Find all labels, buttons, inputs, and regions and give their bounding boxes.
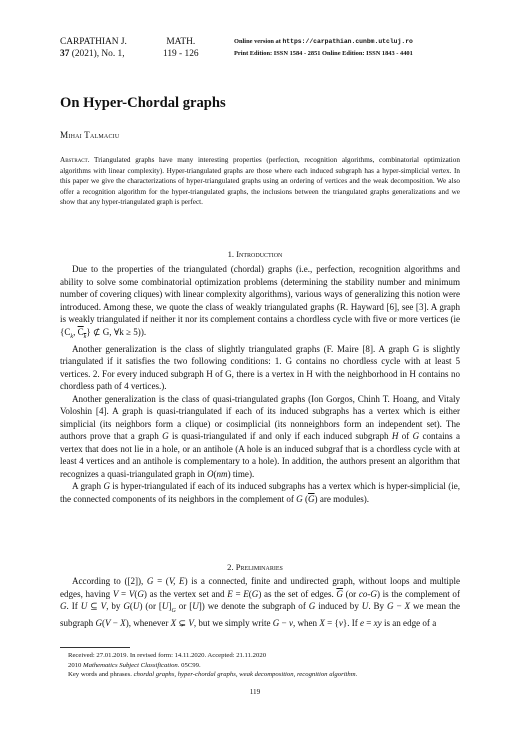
intro-p3-a: Another generalization is the class of quasi-triangulated graphs (Ion Gorgos, Chinh T. Hoang, and Vitaly Voloshin [4]. A graph is quasi-triangulated if each of its induced subgraphs has a vertex which is either simplicial (its neighbors form a clique) or cosimplicial (its nonneighbors form an independent set). The authors prove that a graph — [60, 393, 460, 442]
prelim-f: ) is the complement of — [376, 588, 460, 599]
prelim-i: (or — [142, 601, 159, 611]
prelim-k: ) we denote the subgraph of — [201, 601, 309, 611]
keywords — [68, 670, 460, 680]
abstract-label: Abstract. — [60, 156, 90, 164]
volume-rest: (2021), No. 1, — [69, 49, 125, 59]
volume-number: 37 — [60, 49, 70, 59]
paper-author: Mihai Talmaciu — [60, 130, 120, 140]
prelim-q: , when — [292, 618, 320, 629]
intro-p4-a: A graph — [72, 481, 104, 492]
prelim-r: . If — [347, 618, 361, 629]
prelim-e: (or — [342, 588, 359, 599]
prelim-j: or — [175, 601, 190, 611]
online-version — [234, 36, 413, 48]
prelim-o: , whenever — [128, 618, 171, 629]
prelim-s: is an edge of a — [381, 618, 437, 629]
intro-p3-e: time). — [230, 468, 255, 479]
intro-paragraph-4: A graph G is hyper-triangulated if each of its induced subgraphs has a vertex which is hyper-simplicial (ie, the connected components of its neighbors in the complement of G $(\overline{G})$ are modules). — [60, 481, 461, 504]
journal-editions — [234, 36, 413, 60]
msc-value: 05C99. — [179, 661, 201, 669]
intro-paragraph-2: Another generalization is the class of slightly triangulated graphs (F. Maire [8]. A graph G is slightly triangulated if it satisfies the two following conditions: 1. G contains no chordless cycle with at least 5 vertices. 2. For every induced subgraph H of G, there is a vertex in H with the neighborhood in H contains no chordless path of 4 vertices.). — [60, 343, 460, 392]
journal-subject — [163, 36, 199, 60]
intro-paragraph-3: Another generalization is the class of quasi-triangulated graphs (Ion Gorgos, Chinh T. Hoang, and Vitaly Voloshin [4]. A graph is quasi-triangulated if each of its induced subgraphs has a vertex which is either simplicial (its neighbors form a clique) or cosimplicial (its nonneighbors form an independent set). The authors prove that a graph G is quasi-triangulated if and only if each induced subgraph H of G contains a vertex that does not lie in a hole, or an antihole (A hole is an induced subgraf that is a chordless cycle with at least 4 vertices and an antihole is complementary to a hole). In addition, the authors present an algorithm that recognizes a quasi-triangulated graph in O(nm) time). — [60, 393, 460, 479]
page-number: 119 — [249, 688, 261, 696]
prelim-d: as the set of edges. — [261, 588, 337, 599]
keywords-value: chordal graphs, hyper-chordal graphs, weak decomposition, recognition algorithm. — [131, 671, 358, 679]
msc-classification — [68, 661, 460, 671]
abstract — [60, 155, 460, 208]
intro-p3-c: of — [398, 431, 413, 442]
intro-p4-d: ) are modules). — [314, 493, 370, 504]
prelim-a: According to ([2]), — [72, 576, 147, 586]
online-prefix: Online version at — [234, 38, 283, 45]
intro-p1-text: Due to the properties of the triangulated (chordal) graphs (i.e., perfection, recognition algorithms and ability to solve some combinatorial optimization problems (determining the stability number and minimum number of covering cliques) with linear complexity algorithms), various ways of generalizing this notion were introduced. Among these, we quote the class of weakly triangulated graphs (R. Hayward [6], see [3]. A graph is weakly triangulated if neither it nor its complement contains a chordless cycle with five or more vertices (ie {C — [60, 264, 460, 337]
prelim-b: is a connected, finite and undirected graph, without loops and multiple edges, having — [60, 576, 460, 599]
prelim-paragraph-1: According to ([2]), G = (V, E) is a connected, finite and undirected graph, without loops and multiple edges, having V = V(G) as the vertex set and E = E(G) as the set of edges. $\overline{G}$ (or co-G) is the complement of G. If U ⊆ V, by G(U) (or $[U]_G$ or [U]) we denote the subgraph of G induced by U. By G − X we mean the subgraph G(V − X), whenever X ⊊ V, but we simply write G − v, when X = {v}. If e = xy is an edge of a — [60, 576, 460, 629]
journal-line-1: CARPATHIAN J. — [60, 37, 127, 47]
intro-p3-d: contains a vertex that does not lie in a hole, or an antihole (A hole is an induced subgraf that is a chordless cycle with at least 4 vertices and an antihole is complementary to a hole). In addition, the authors present an algorithm that recognizes a quasi-triangulated graph in — [60, 431, 460, 479]
print-edition — [234, 48, 413, 60]
section-introduction-body — [60, 263, 460, 505]
prelim-l: induced by — [315, 601, 362, 611]
prelim-h: , by — [106, 601, 124, 611]
intro-paragraph-1: Due to the properties of the triangulated (chordal) graphs (i.e., perfection, recognition algorithms and ability to solve some combinatorial optimization problems (determining the stability number and minimum number of covering cliques) with linear complexity algorithms), various ways of generalizing this notion were introduced. Among these, we quote the class of weakly triangulated graphs (R. Hayward [6], see [3]. A graph is weakly triangulated if neither it nor its complement contains a chordless cycle with five or more vertices (ie {$C_k$, $C_k$} ⊄ G, ∀k ≥ 5)). — [60, 264, 460, 340]
abstract-text: Triangulated graphs have many interesting properties (perfection, recognition algorithms, combinatorial optimization algorithms with linear complexity). Hyper-triangulated graphs are those where each induced subgraph has a hyper-simplicial vertex. In this paper we give the characterizations of hyper-triangulated graphs using an ordering of vertices and the weak decomposition. We also offer a recognition algorithm for the hyper-triangulated graphs, the inclusions between the triangulated graphs generalizations and we show that any hyper-triangulated graph is perfect. — [60, 156, 460, 206]
intro-p4-b: is hyper-triangulated if each of its induced subgraphs has a vertex which is hyper-simplicial (ie, the connected components of its neighbors in the complement of — [60, 481, 461, 504]
prelim-n: we mean the subgraph — [60, 601, 460, 629]
footnote-rule — [60, 647, 130, 648]
prelim-m: . By — [368, 601, 387, 611]
journal-line-2 — [60, 48, 127, 60]
intro-p3-b: is quasi-triangulated if and only if each induced subgraph — [168, 431, 392, 442]
intro-p4-c: ( — [302, 493, 308, 504]
print-edition-text: Print Edition: ISSN 1584 - 2851 Online Edition: ISSN 1843 - 4401 — [234, 50, 413, 57]
section-preliminaries-body — [60, 575, 460, 630]
journal-name — [60, 36, 127, 60]
intro-p1-end: } ⊄ G, ∀k ≥ 5)). — [86, 326, 147, 337]
footnotes — [68, 651, 460, 680]
keywords-label: Key words and phrases. — [68, 671, 132, 679]
subject-line-1: MATH. — [166, 37, 196, 47]
msc-year: 2010 — [68, 661, 84, 669]
prelim-g: . If — [66, 601, 81, 611]
section-heading-preliminaries: 2. Preliminaries — [227, 562, 283, 572]
page-range: 119 - 126 — [163, 49, 199, 59]
prelim-c: as the vertex set and — [146, 588, 228, 599]
received-dates: Received: 27.01.2019. In revised form: 14.11.2020. Accepted: 21.11.2020 — [68, 652, 267, 659]
section-heading-introduction: 1. Introduction — [227, 249, 283, 259]
prelim-p: , but we simply write — [193, 618, 273, 629]
msc-label: Mathematics Subject Classification. — [83, 661, 180, 669]
paper-title: On Hyper-Chordal graphs — [60, 95, 226, 111]
online-url[interactable]: https://carpathian.cunbm.utcluj.ro — [282, 38, 413, 45]
